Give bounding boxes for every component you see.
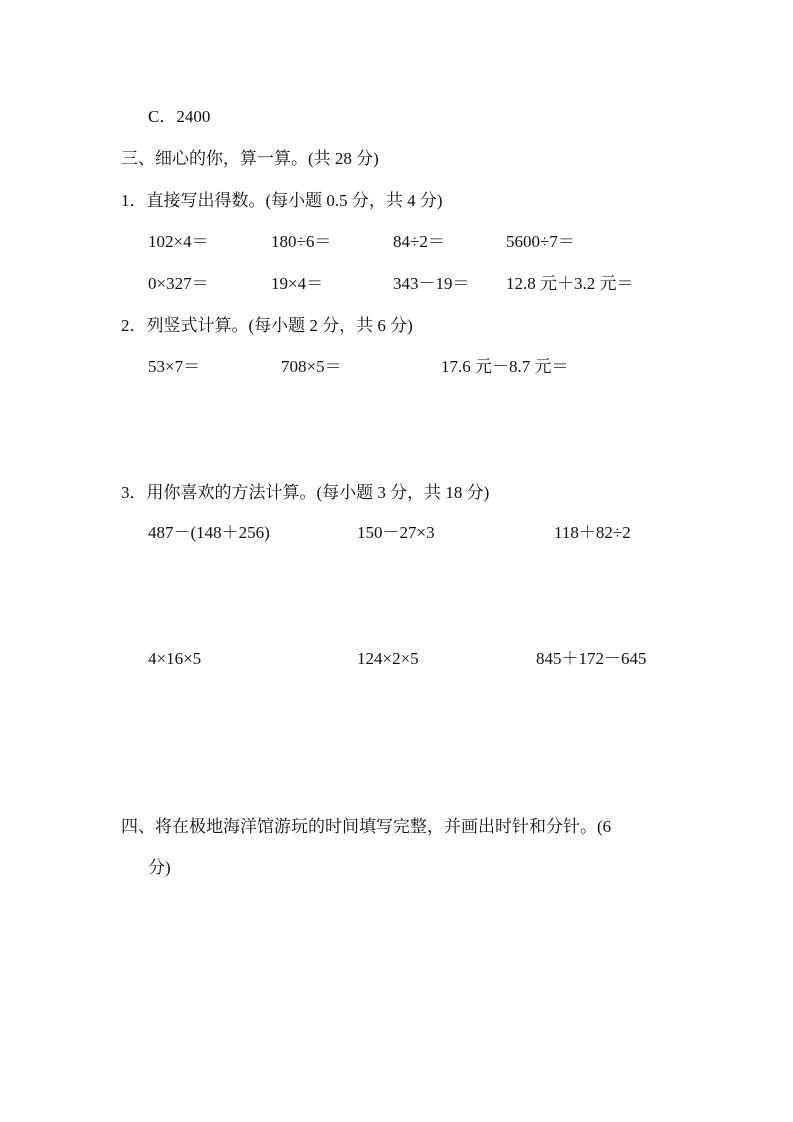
q1-item: 19×4＝ bbox=[271, 274, 324, 293]
q2-item: 708×5＝ bbox=[281, 357, 342, 376]
q1-item: 5600÷7＝ bbox=[506, 232, 575, 251]
q2-item: 53×7＝ bbox=[148, 357, 201, 376]
q3-item: 150－27×3 bbox=[357, 523, 435, 542]
q3-item: 487－(148＋256) bbox=[148, 523, 270, 542]
q3-title: 3．用你喜欢的方法计算。(每小题 3 分，共 18 分) bbox=[121, 483, 490, 502]
q3-item: 124×2×5 bbox=[357, 649, 419, 668]
section-3-heading: 三、细心的你，算一算。(共 28 分) bbox=[121, 149, 379, 168]
section-4-heading-line1: 四、将在极地海洋馆游玩的时间填写完整，并画出时针和分针。(6 bbox=[121, 817, 612, 836]
q1-item: 180÷6＝ bbox=[271, 232, 332, 251]
q1-item: 0×327＝ bbox=[148, 274, 209, 293]
q1-item: 12.8 元＋3.2 元＝ bbox=[506, 274, 634, 293]
q1-item: 102×4＝ bbox=[148, 232, 209, 251]
q3-item: 118＋82÷2 bbox=[554, 523, 631, 542]
section-4-heading-line2: 分) bbox=[148, 858, 171, 877]
q1-item: 343－19＝ bbox=[393, 274, 470, 293]
q1-title: 1．直接写出得数。(每小题 0.5 分，共 4 分) bbox=[121, 191, 443, 210]
q3-item: 845＋172－645 bbox=[536, 649, 647, 668]
q2-item: 17.6 元－8.7 元＝ bbox=[441, 357, 569, 376]
option-c: C．2400 bbox=[148, 107, 211, 126]
q2-title: 2．列竖式计算。(每小题 2 分，共 6 分) bbox=[121, 316, 413, 335]
q3-item: 4×16×5 bbox=[148, 649, 202, 668]
q1-item: 84÷2＝ bbox=[393, 232, 445, 251]
